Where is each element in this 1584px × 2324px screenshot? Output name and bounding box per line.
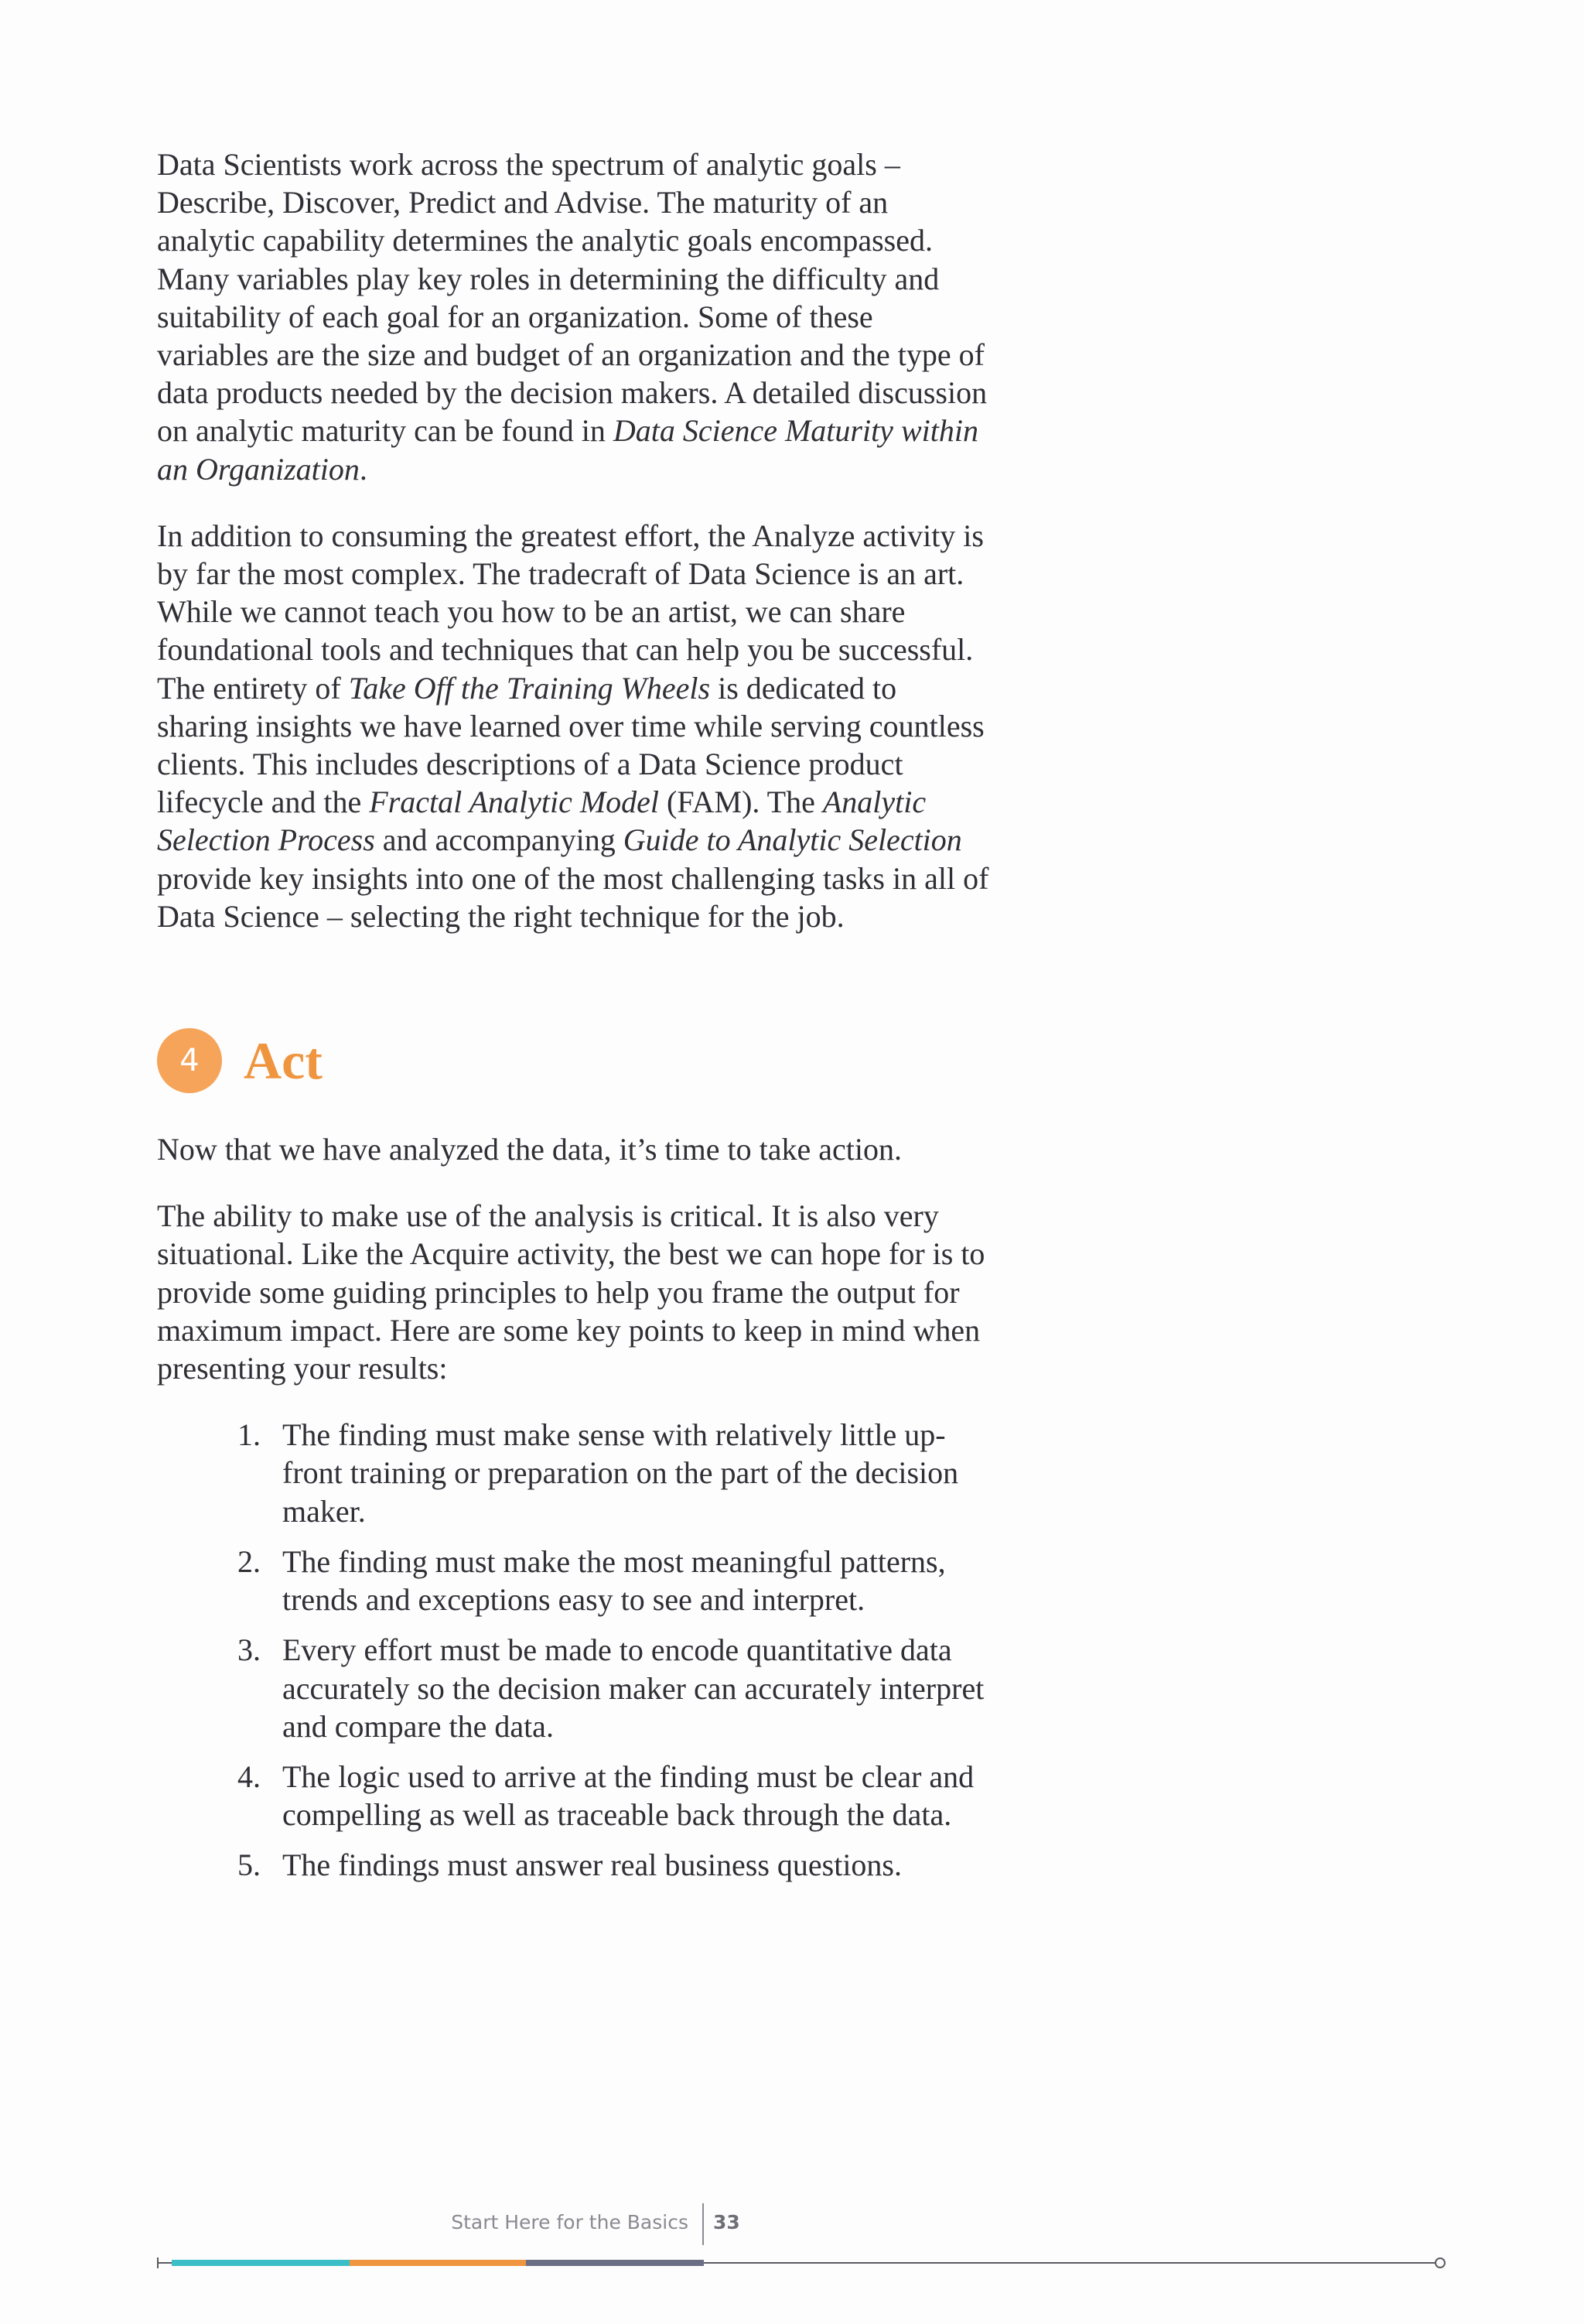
list-item-text: The finding must make sense with relatively little up-front training or preparation on the part of the decision maker. xyxy=(282,1417,959,1529)
section-title: Act xyxy=(244,1031,323,1091)
italic-title: Data Science Maturity within an Organization xyxy=(157,413,978,487)
footer-end-circle xyxy=(1436,2258,1445,2268)
paragraph-analytic-goals: Data Scientists work across the spectrum of analytic goals – Describe, Discover, Predict and Advise. The maturity of an analytic capability determines the analytic goals encompassed. Many variables play key roles in determining the difficulty and suitability of each goal for an organization. Some of these variables are the size and budget of an organization and the type of data products needed by the decision makers. A detailed discussion on analytic maturity can be found in Data Science Maturity within an Organization. xyxy=(157,147,988,487)
list-item-text: Every effort must be made to encode quantitative data accurately so the decision maker can accurately interpret and compare the data. xyxy=(282,1632,985,1744)
footer-section-label: Start Here for the Basics xyxy=(451,2211,688,2233)
italic-title: Fractal Analytic Model xyxy=(369,784,660,820)
list-item-text: The logic used to arrive at the finding must be clear and compelling as well as traceable back through the data. xyxy=(282,1758,975,1833)
italic-title: Take Off the Training Wheels xyxy=(348,670,711,706)
footer-segment-slate xyxy=(526,2260,704,2266)
list-item-text: The findings must answer real business questions. xyxy=(282,1847,902,1883)
paragraph-analyze-activity: In addition to consuming the greatest effort, the Analyze activity is by far the most complex. The tradecraft of Data Science is an art. While we cannot teach you how to be an artist, we can share foundational tools and techniques that can help you be successful. The entirety of Take Off the Training Wheels is dedicated to sharing insights we have learned over time while serving countless clients. This includes descriptions of a Data Science product lifecycle and the Fractal Analytic Model (FAM). The Analytic Selection Process and accompanying Guide to Analytic Selection provide key insights into one of the most challenging tasks in all of Data Science – selecting the right technique for the job. xyxy=(157,518,989,934)
section-number-badge: 4 xyxy=(157,1028,222,1093)
list-item-number: 1. xyxy=(237,1417,261,1453)
paragraph-take-action: Now that we have analyzed the data, it’s time to take action. xyxy=(157,1132,902,1167)
list-item-text: The finding must make the most meaningful patterns, trends and exceptions easy to see and interpret. xyxy=(282,1543,946,1618)
paragraph-ability: The ability to make use of the analysis is critical. It is also very situational. Like the Acquire activity, the best we can hope for is to provide some guiding principles to help you frame the output for maximum impact. Here are some key points to keep in mind when presenting your results: xyxy=(157,1198,985,1386)
list-item-number: 4. xyxy=(237,1758,261,1794)
list-item-number: 3. xyxy=(237,1632,261,1668)
italic-title: Analytic Selection Process xyxy=(157,784,927,858)
italic-title: Guide to Analytic Selection xyxy=(623,822,962,858)
list-item-number: 5. xyxy=(237,1847,261,1883)
page-number: 33 xyxy=(713,2211,740,2233)
footer-segment-orange xyxy=(350,2260,526,2266)
footer-segment-teal xyxy=(172,2260,350,2266)
list-item-number: 2. xyxy=(237,1543,261,1579)
